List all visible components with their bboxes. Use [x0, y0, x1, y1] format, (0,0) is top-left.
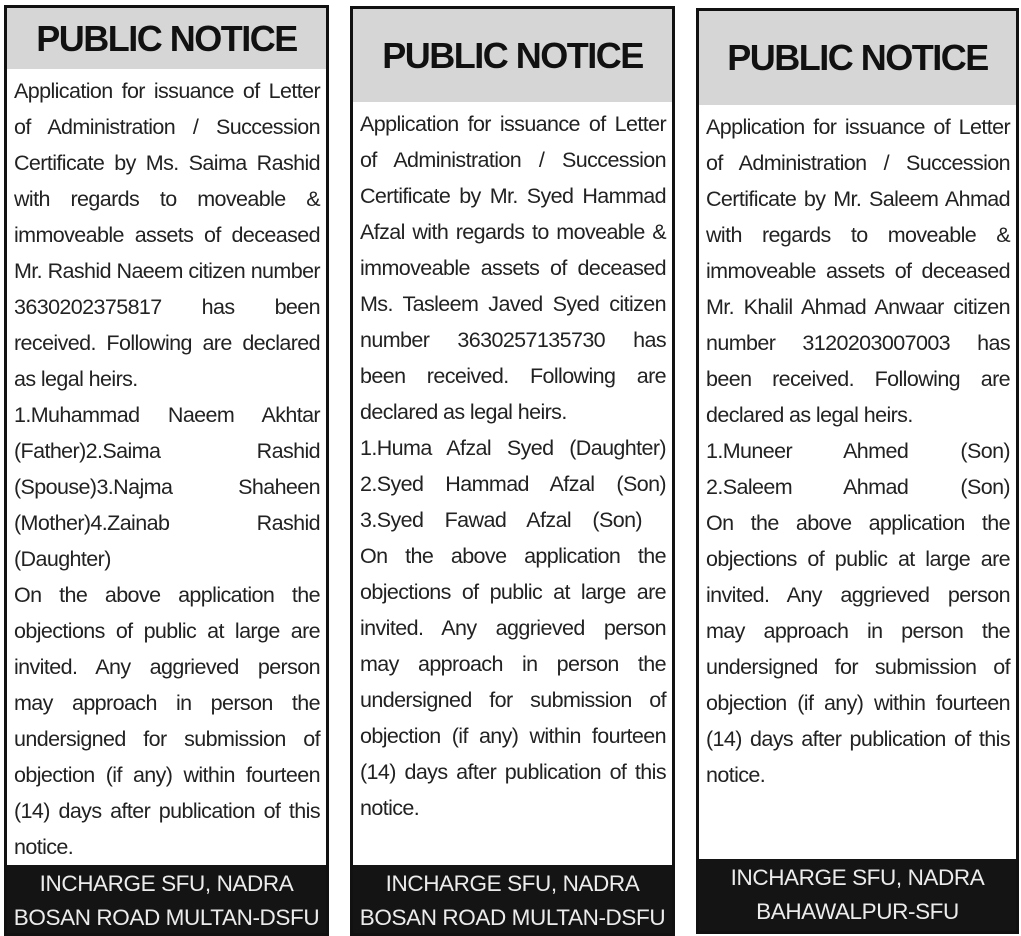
heir-line: (Daughter) — [14, 547, 111, 571]
notice-closing: On the above application the objections of public at large are invited. Any aggrieved person may approach in person the undersigned for submission of objection (if any) within fourteen (14) days after publication of this notice. — [360, 544, 666, 820]
notice-footer — [699, 859, 1016, 931]
heir-line: 3.Syed Fawad Afzal (Son) — [360, 508, 642, 532]
footer-line-2: BAHAWALPUR-SFU — [756, 899, 959, 924]
heir-line: (Mother)4.Zainab Rashid — [14, 511, 320, 535]
notice-title: PUBLIC NOTICE — [7, 8, 326, 69]
heir-line: 1.Muneer Ahmed (Son) — [706, 439, 1010, 463]
notice-body — [7, 69, 326, 865]
heir-line: (Spouse)3.Najma Shaheen — [14, 475, 320, 499]
notice-intro: Application for issuance of Letter of Administration / Succession Certificate by Ms. Saima Rashid with regards to moveable & immoveable assets of deceased Mr. Rashid Naeem citizen number 3630202375817 has been received. Following are declared as legal heirs. — [14, 79, 320, 391]
notice-body — [353, 102, 672, 865]
notice-footer — [7, 865, 326, 933]
footer-line-2: BOSAN ROAD MULTAN-DSFU — [359, 905, 666, 930]
notice-title: PUBLIC NOTICE — [353, 9, 672, 102]
notice-body — [699, 105, 1016, 859]
notice-closing: On the above application the objections of public at large are invited. Any aggrieved person may approach in person the undersigned for submission of objection (if any) within fourteen (14) days after publication of this notice. — [14, 583, 320, 859]
heir-line: 1.Huma Afzal Syed (Daughter) — [360, 436, 666, 460]
footer-line-1: INCHARGE SFU, NADRA — [385, 871, 640, 896]
notice-closing: On the above application the objections of public at large are invited. Any aggrieved person may approach in person the undersigned for submission of objection (if any) within fourteen (14) days after publication of this notice. — [706, 511, 1010, 787]
notice-title: PUBLIC NOTICE — [699, 11, 1016, 105]
heirs-list — [360, 430, 666, 538]
public-notice-3 — [696, 8, 1019, 934]
public-notice-2 — [350, 6, 675, 936]
footer-line-2: BOSAN ROAD MULTAN-DSFU — [13, 905, 320, 930]
heir-line: (Father)2.Saima Rashid — [14, 439, 320, 463]
footer-line-1: INCHARGE SFU, NADRA — [730, 865, 985, 890]
notice-intro: Application for issuance of Letter of Administration / Succession Certificate by Mr. Saleem Ahmad with regards to moveable & immoveable assets of deceased Mr. Khalil Ahmad Anwaar citizen number 3120203007003 has been received. Following are declared as legal heirs. — [706, 115, 1010, 427]
public-notice-1 — [4, 5, 329, 936]
heirs-list — [706, 433, 1010, 505]
notice-intro: Application for issuance of Letter of Administration / Succession Certificate by Mr. Syed Hammad Afzal with regards to moveable & immoveable assets of deceased Ms. Tasleem Javed Syed citizen number 3630257135730 has been received. Following are declared as legal heirs. — [360, 112, 666, 424]
heirs-list — [14, 397, 320, 577]
heir-line: 2.Syed Hammad Afzal (Son) — [360, 472, 666, 496]
heir-line: 2.Saleem Ahmad (Son) — [706, 475, 1010, 499]
notice-footer — [353, 865, 672, 933]
heir-line: 1.Muhammad Naeem Akhtar — [14, 403, 320, 427]
footer-line-1: INCHARGE SFU, NADRA — [39, 871, 294, 896]
